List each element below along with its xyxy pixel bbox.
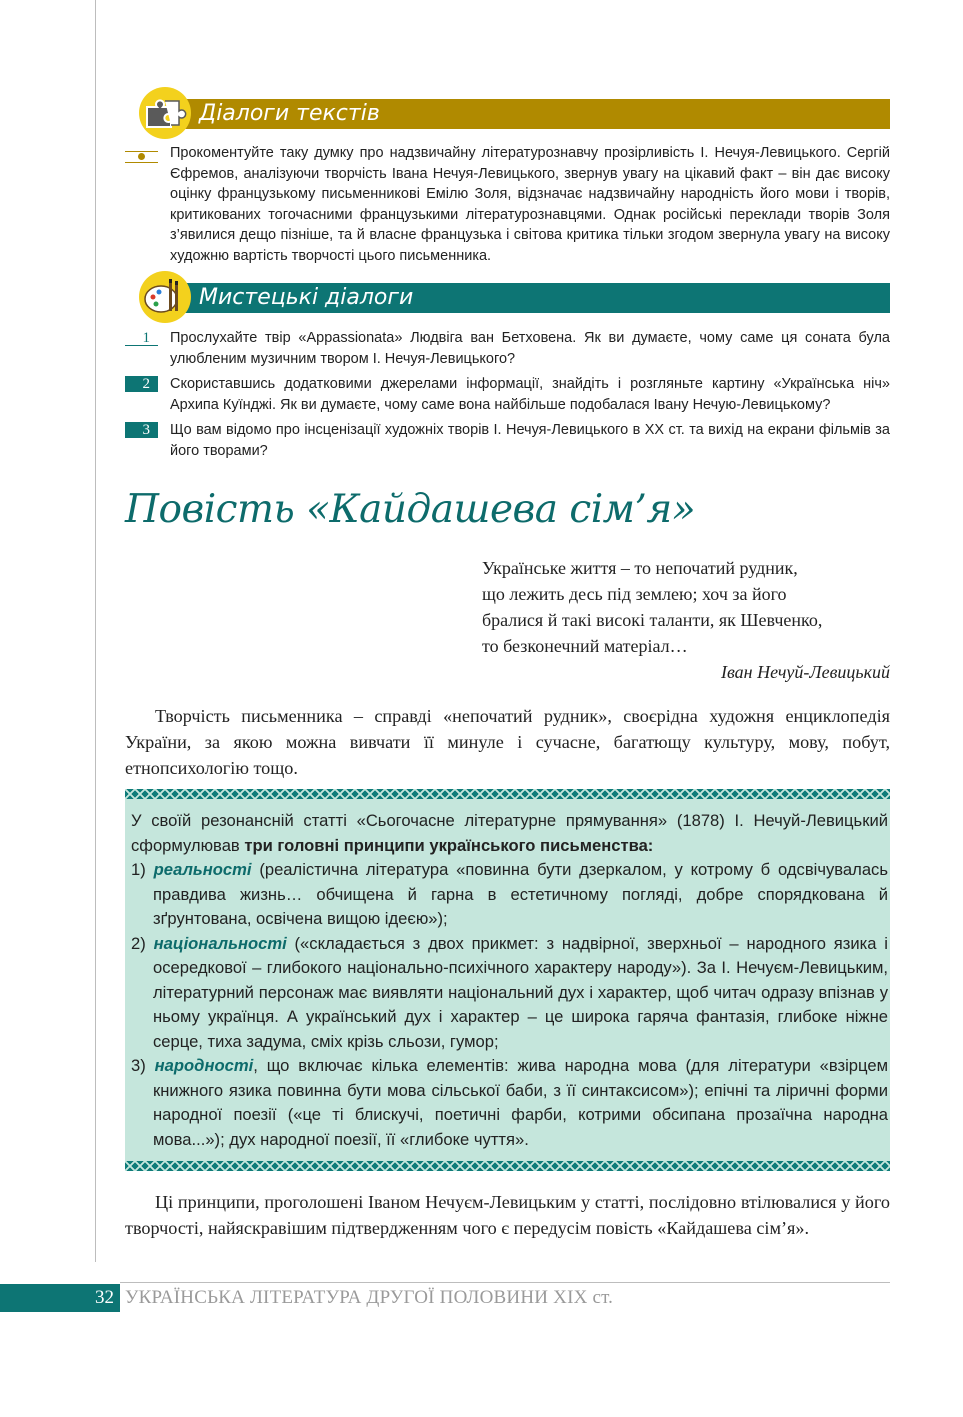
principles-lead: У своїй резонансній статті «Сьогочасне літературне прямування» (1878) І. Нечуй-Левицький сформулював три головні принципи українського письменства: bbox=[131, 811, 888, 855]
conclusion-paragraph: Ці принципи, проголошені Іваном Нечуєм-Левицьким у статті, послідовно втілювалися у його творчості, найяскравішим підтвердженням чого є передусім повість «Кайдашева сім’я». bbox=[125, 1192, 890, 1238]
task-text: Скориставшись додатковими джерелами інформації, знайдіть і розгляньте картину «Українська ніч» Архипа Куїнджі. Як ви думаєте, чому саме вона найбільше подобалася Івану Нечую-Левицькому? bbox=[170, 376, 890, 413]
page-footer bbox=[0, 1282, 890, 1312]
epigraph-author: Іван Нечуй-Левицький bbox=[720, 662, 890, 682]
task-number: 1 bbox=[125, 330, 158, 346]
banner-title: Мистецькі діалоги bbox=[199, 285, 414, 310]
running-head: УКРАЇНСЬКА ЛІТЕРАТУРА ДРУГОЇ ПОЛОВИНИ XIX ст. bbox=[125, 1287, 614, 1308]
page-number: 32 bbox=[95, 1287, 114, 1308]
decorative-strip bbox=[125, 1161, 890, 1171]
text-dialogues-text: Прокоментуйте таку думку про надзвичайну літературознавчу прозірливість І. Нечуя-Левицького. Сергій Єфремов, аналізуючи творчість Івана Нечуя-Левицького, звернув увагу на цікавий факт – він дає високу оцінку французькому письменникові Емілю Золя, відзначає надзвичайну народність його мови і творів, критикованих тогочасними французькими літературознавцями. Однак російські переклади творів Золя з’явилися дещо пізніше, та й власне французька і світова критика тільки згодом звернула увагу на високу художню вартість творчості цього письменника. bbox=[170, 145, 890, 264]
principle-key: реальності bbox=[153, 860, 252, 879]
bullet-marker bbox=[125, 151, 158, 163]
principles-content bbox=[131, 809, 888, 1152]
epigraph bbox=[482, 555, 890, 685]
task-number: 3 bbox=[125, 422, 158, 438]
principle-item: 3) народності, що включає кілька елементів: жива народна мова (для літератури «взірцем книжного язика повинна бути мова сільської баби, з її синтаксисом»); епічні та ліричні форми народної поезії («це ті блискучі, поетичні фарби, котрими обсипана прозаїчна народна мова...»); дух народної поезії, її «глибоке чуття». bbox=[131, 1056, 888, 1149]
task-text: Прослухайте твір «Appassionata» Людвіга ван Бетховена. Як ви думаєте, чому саме ця соната була улюбленим музичним твором І. Нечуя-Левицького? bbox=[170, 330, 890, 367]
text-dialogues-banner bbox=[125, 99, 890, 129]
palette-icon bbox=[139, 271, 191, 323]
decorative-strip bbox=[125, 789, 890, 799]
footer-rule bbox=[120, 1282, 890, 1283]
principles-box bbox=[125, 789, 890, 1171]
epigraph-line: бралися й такі високі таланти, як Шевченко, bbox=[482, 610, 823, 630]
margin-rule bbox=[95, 0, 96, 1262]
epigraph-line: Українське життя – то непочатий рудник, bbox=[482, 558, 798, 578]
puzzle-icon bbox=[139, 87, 191, 139]
principle-item: 2) національності («складається з двох прикмет: з надвірної, зверхньої – народного язика і осередкової – глибокого національно-психічного характеру народу»). За І. Нечуєм-Левицьким, літературний персонаж має виявляти національний дух і характер, щоб читач одразу впізнав у ньому українця. А український дух і характер – це широка гаряча фантазія, глибоке ніжне серце, тиха задума, сміх крізь сльози, гумор; bbox=[131, 933, 888, 1051]
epigraph-line: що лежить десь під землею; хоч за його bbox=[482, 584, 787, 604]
chapter-title: Повість «Кайдашева сім’я» bbox=[125, 487, 696, 532]
page-number-box bbox=[0, 1284, 120, 1312]
art-dialogues-banner bbox=[125, 283, 890, 313]
banner-title: Діалоги текстів bbox=[199, 101, 380, 126]
principle-item: 1) реальності (реалістична література «повинна бути дзеркалом, у котрому б одсвічувалась правдива жизнь… обчищена й гарна в естетичному погляді, добре спорядкована й зґрунтована, освічена вищою ідеєю»); bbox=[131, 860, 888, 928]
epigraph-line: то безконечний матеріал… bbox=[482, 636, 688, 656]
intro-paragraph: Творчість письменника – справді «непочатий рудник», своєрідна художня енциклопедія України, за якою можна вивчати її минуле і сучасне, багатющу культуру, мову, побут, етнопсихологію тощо. bbox=[125, 706, 890, 778]
task-text: Що вам відомо про інсценізації художніх творів І. Нечуя-Левицького в ХХ ст. та вихід на екрани фільмів за його творами? bbox=[170, 422, 890, 459]
task-number: 2 bbox=[125, 376, 158, 392]
principles-lead-bold: три головні принципи українського письменства: bbox=[244, 835, 654, 855]
principle-key: народності bbox=[154, 1056, 254, 1075]
principle-key: національності bbox=[153, 933, 287, 953]
